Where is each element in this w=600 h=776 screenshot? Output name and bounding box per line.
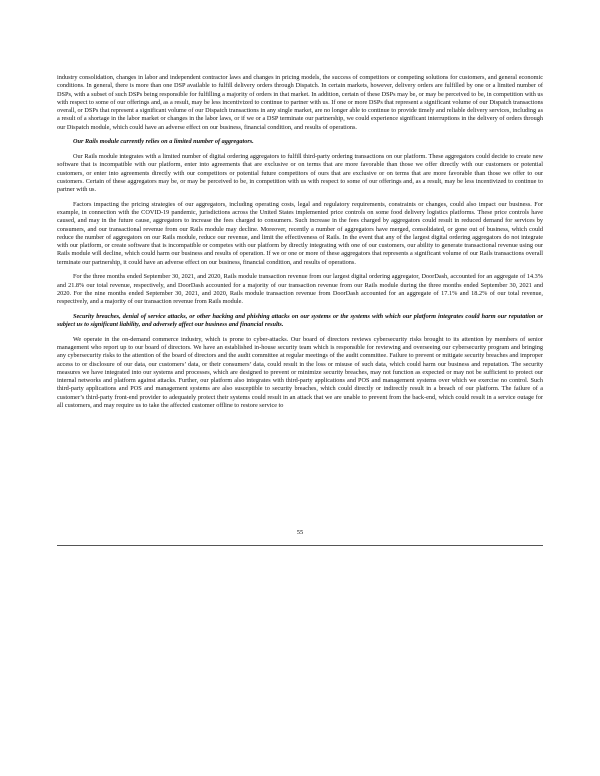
heading-security-breaches: Security breaches, denial of service attacks, or other hacking and phishing attacks on our systems or the systems with which our platform integrates could harm our reputation or subject us to significant liability, and adversely affect our business and financial results. bbox=[57, 312, 543, 328]
paragraph-doordash-revenue: For the three months ended September 30, 2021, and 2020, Rails module transaction revenue from our largest digital ordering aggregator, DoorDash, accounted for an aggregate of 14.3% and 21.8% our total revenue, respectively, and DoorDash accounted for a majority of our transaction revenue from our Rails module during the three months ended September 30, 2021 and 2020. For the nine months ended September 30, 2021, and 2020, Rails module transaction revenue from DoorDash accounted for an aggregate of 17.1% and 18.2% of our total revenue, respectively, and a majority of our transaction revenue from Rails module. bbox=[57, 273, 543, 305]
page-body bbox=[57, 74, 543, 410]
paragraph-rails-integration: Our Rails module integrates with a limited number of digital ordering aggregators to fulfill third-party ordering transactions on our platform. These aggregators could decide to create new software that is incompatible with our platform, enter into agreements that are exclusive or on terms that are more favorable than those we offer directly with our customers or potential customers, or enter into agreements directly with our competitors or potential future competitors of ours that are exclusive or on terms that are more favorable than those we offer to our customers. Certain of these aggregators may be, or may be perceived to be, in competition with us with respect to some of our offerings and, as a result, may be less incentivized to continue to partner with us. bbox=[57, 153, 543, 193]
paragraph-pricing-factors: Factors impacting the pricing strategies of our aggregators, including operating costs, legal and regulatory requirements, constraints or changes, could also impact our business. For example, in connection with the COVID-19 pandemic, jurisdictions across the United States implemented price controls on some food delivery logistics platforms. These price controls have caused, and may in the future cause, aggregators to increase the fees charged to consumers. Such increase in the fees charged by aggregators could result in reduced demand for services by consumers, and our transactional revenue from our Rails module may decline. Moreover, recently a number of aggregators have merged, consolidated, or gone out of business, which could reduce the number of aggregators on our Rails module, reduce our revenue, and limit the effectiveness of Rails. In the event that any of the largest digital ordering aggregators do not integrate with our platform, or create software that is incompatible or competes with our platform by directly integrating with one of our customers, our ability to generate transactional revenue using our Rails module will decline, which could harm our business and results of operation. If we or one or more of these aggregators that represents a significant volume of our Rails transactions overall terminate our partnership, it could have an adverse effect on our business, financial condition, and results of operations. bbox=[57, 200, 543, 266]
heading-rails-aggregators: Our Rails module currently relies on a limited number of aggregators. bbox=[73, 138, 254, 146]
page-number: 55 bbox=[296, 529, 304, 536]
paragraph-cyber-attacks: We operate in the on-demand commerce industry, which is prone to cyber-attacks. Our board of directors reviews cybersecurity risks brought to its attention by members of senior management who report up to our board of directors. We have an established in-house security team which is responsible for reviewing and overseeing our cybersecurity program and bringing any cybersecurity risks to the attention of the board of directors and the audit committee at regular meetings of the audit committee. Failure to prevent or mitigate security breaches and improper access to or disclosure of our data, our customers’ data, or their consumers’ data, could result in the loss or misuse of such data, which could harm our business and reputation. The security measures we have integrated into our systems and processes, which are designed to prevent or minimize security breaches, may not function as expected or may not be sufficient to protect our internal networks and platform against attacks. Further, our platform also integrates with third-party applications and POS and management systems over which we exercise no control. Such third-party applications and POS and management systems are also susceptible to security breaches, which could directly or indirectly result in a breach of our platform. The failure of a customer’s third-party front-end provider to adequately protect their systems could result in an attack that we are unable to prevent from the back-end, which could result in a service outage for all customers, and may require us to take the affected customer offline to restore service to bbox=[57, 335, 543, 409]
paragraph-dsp-continuation: industry consolidation, changes in labor and independent contractor laws and changes in pricing models, the success of competitors or competing solutions for customers, and general economic conditions. In general, there is more than one DSP available to fulfill delivery orders through Dispatch. In certain markets, however, delivery orders are fulfilled by one or a limited number of DSPs, with a subset of such DSPs being responsible for fulfilling a majority of orders in that market. In addition, certain of these DSPs may be, or may be perceived to be, in competition with us with respect to some of our offerings and, as a result, may be less incentivized to continue to partner with us. If one or more DSPs that represent a significant volume of our Dispatch transactions overall, or DSPs that represent a significant volume of our Dispatch transactions in any single market, are no longer able to continue to provide timely and reliable delivery services, including as a result of a shortage in the labor market or changes in the labor laws, or if we or a DSP terminate our partnership, we could experience significant interruptions in the delivery of orders through our Dispatch module, which could have an adverse effect on our business, financial condition, and results of operations. bbox=[57, 74, 543, 131]
footer-divider bbox=[57, 545, 543, 546]
